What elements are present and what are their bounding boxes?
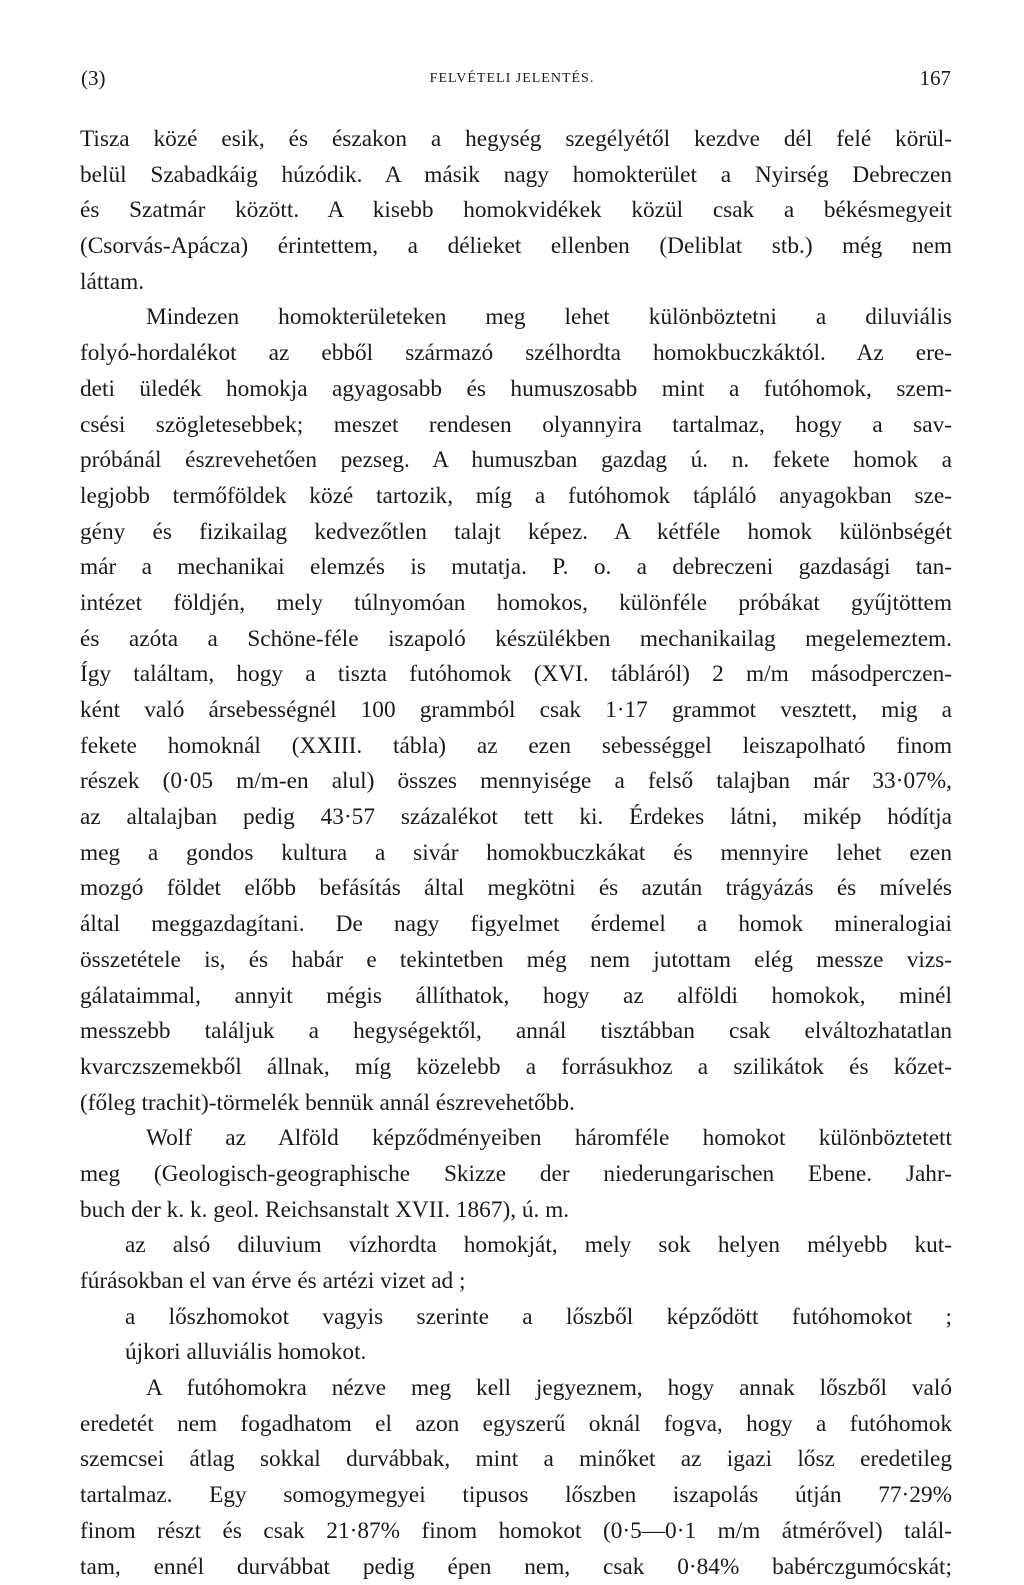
text-line: gény és fizikailag kedvezőtlen talajt képez. A kétféle homok különbségét (80, 515, 952, 551)
text-line: Így találtam, hogy a tiszta futóhomok (XVI. tábláról) 2 m/m másodperczen- (80, 657, 952, 693)
text-line: deti üledék homokja agyagosabb és humuszosabb mint a futóhomok, szem- (80, 372, 952, 408)
text-line: meg a gondos kultura a sivár homokbuczkákat és mennyire lehet ezen (80, 836, 952, 872)
text-line: újkori alluviális homokot. (80, 1335, 952, 1371)
text-line: intézet földjén, mely túlnyomóan homokos, különféle próbákat gyűjtöttem (80, 586, 952, 622)
page-number: 167 (920, 66, 952, 91)
running-title: FELVÉTELI JELENTÉS. (0, 71, 1024, 87)
text-line: fúrásokban el van érve és artézi vizet ad ; (80, 1264, 952, 1300)
text-line: az alsó diluvium vízhordta homokját, mely sok helyen mélyebb kut- (80, 1228, 952, 1264)
text-line: (Csorvás-Apácza) érintettem, a délieket ellenben (Deliblat stb.) még nem (80, 229, 952, 265)
text-line: messzebb találjuk a hegységektől, annál tisztábban csak elváltozhatatlan (80, 1014, 952, 1050)
text-line: meg (Geologisch-geographische Skizze der niederungarischen Ebene. Jahr- (80, 1157, 952, 1193)
text-line: csési szögletesebbek; meszet rendesen olyannyira tartalmaz, hogy a sav- (80, 408, 952, 444)
text-line: buch der k. k. geol. Reichsanstalt XVII. 1867), ú. m. (80, 1193, 952, 1229)
text-line: gálataimmal, annyit mégis állíthatok, hogy az alföldi homokok, minél (80, 979, 952, 1015)
text-line: és azóta a Schöne-féle iszapoló készülékben mechanikailag megelemeztem. (80, 622, 952, 658)
text-line: kvarczszemekből állnak, míg közelebb a forrásukhoz a szilikátok és kőzet- (80, 1050, 952, 1086)
text-line: szemcsei átlag sokkal durvábbak, mint a minőket az igazi lősz eredetileg (80, 1442, 952, 1478)
text-line: a lőszhomokot vagyis szerinte a lőszből képződött futóhomokot ; (80, 1300, 952, 1336)
text-line: ként való ársebességnél 100 grammból csak 1·17 grammot vesztett, mig a (80, 693, 952, 729)
text-line: már a mechanikai elemzés is mutatja. P. o. a debreczeni gazdasági tan- (80, 550, 952, 586)
text-line: részek (0·05 m/m-en alul) összes mennyisége a felső talajban már 33·07%, (80, 764, 952, 800)
text-line: A futóhomokra nézve meg kell jegyeznem, hogy annak lőszből való (80, 1371, 952, 1407)
text-line: által meggazdagítani. De nagy figyelmet érdemel a homok mineralogiai (80, 907, 952, 943)
text-line: legjobb termőföldek közé tartozik, míg a futóhomok tápláló anyagokban sze- (80, 479, 952, 515)
text-line: láttam. (80, 265, 952, 301)
text-line: belül Szabadkáig húzódik. A másik nagy homokterület a Nyirség Debreczen (80, 158, 952, 194)
text-line: (főleg trachit)-törmelék bennük annál észrevehetőbb. (80, 1086, 952, 1122)
text-line: fekete homoknál (XXIII. tábla) az ezen sebességgel leiszapolható finom (80, 729, 952, 765)
text-line: és Szatmár között. A kisebb homokvidékek közül csak a békésmegyeit (80, 193, 952, 229)
text-line: összetétele is, és habár e tekintetben még nem jutottam elég messze vizs- (80, 943, 952, 979)
text-line: eredetét nem fogadhatom el azon egyszerű oknál fogva, hogy a futóhomok (80, 1407, 952, 1443)
text-line: finom részt és csak 21·87% finom homokot (0·5—0·1 m/m átmérővel) talál- (80, 1514, 952, 1550)
section-number: (3) (81, 66, 106, 91)
running-header (0, 66, 1024, 96)
text-line: tartalmaz. Egy somogymegyei tipusos lőszben iszapolás útján 77·29% (80, 1478, 952, 1514)
text-line: tam, ennél durvábbat pedig épen nem, csak 0·84% babérczgumócskát; (80, 1550, 952, 1585)
text-line: az altalajban pedig 43·57 százalékot tett ki. Érdekes látni, mikép hódítja (80, 800, 952, 836)
text-line: próbánál észrevehetően pezseg. A humuszban gazdag ú. n. fekete homok a (80, 443, 952, 479)
text-line: Mindezen homokterületeken meg lehet különböztetni a diluviális (80, 300, 952, 336)
text-line: Tisza közé esik, és északon a hegység szegélyétől kezdve dél felé körül- (80, 122, 952, 158)
text-line: folyó-hordalékot az ebből származó szélhordta homokbuczkáktól. Az ere- (80, 336, 952, 372)
text-line: mozgó földet előbb befásítás által megkötni és azután trágyázás és mívelés (80, 871, 952, 907)
text-line: Wolf az Alföld képződményeiben háromféle homokot különböztetett (80, 1121, 952, 1157)
body-text (80, 122, 952, 1585)
